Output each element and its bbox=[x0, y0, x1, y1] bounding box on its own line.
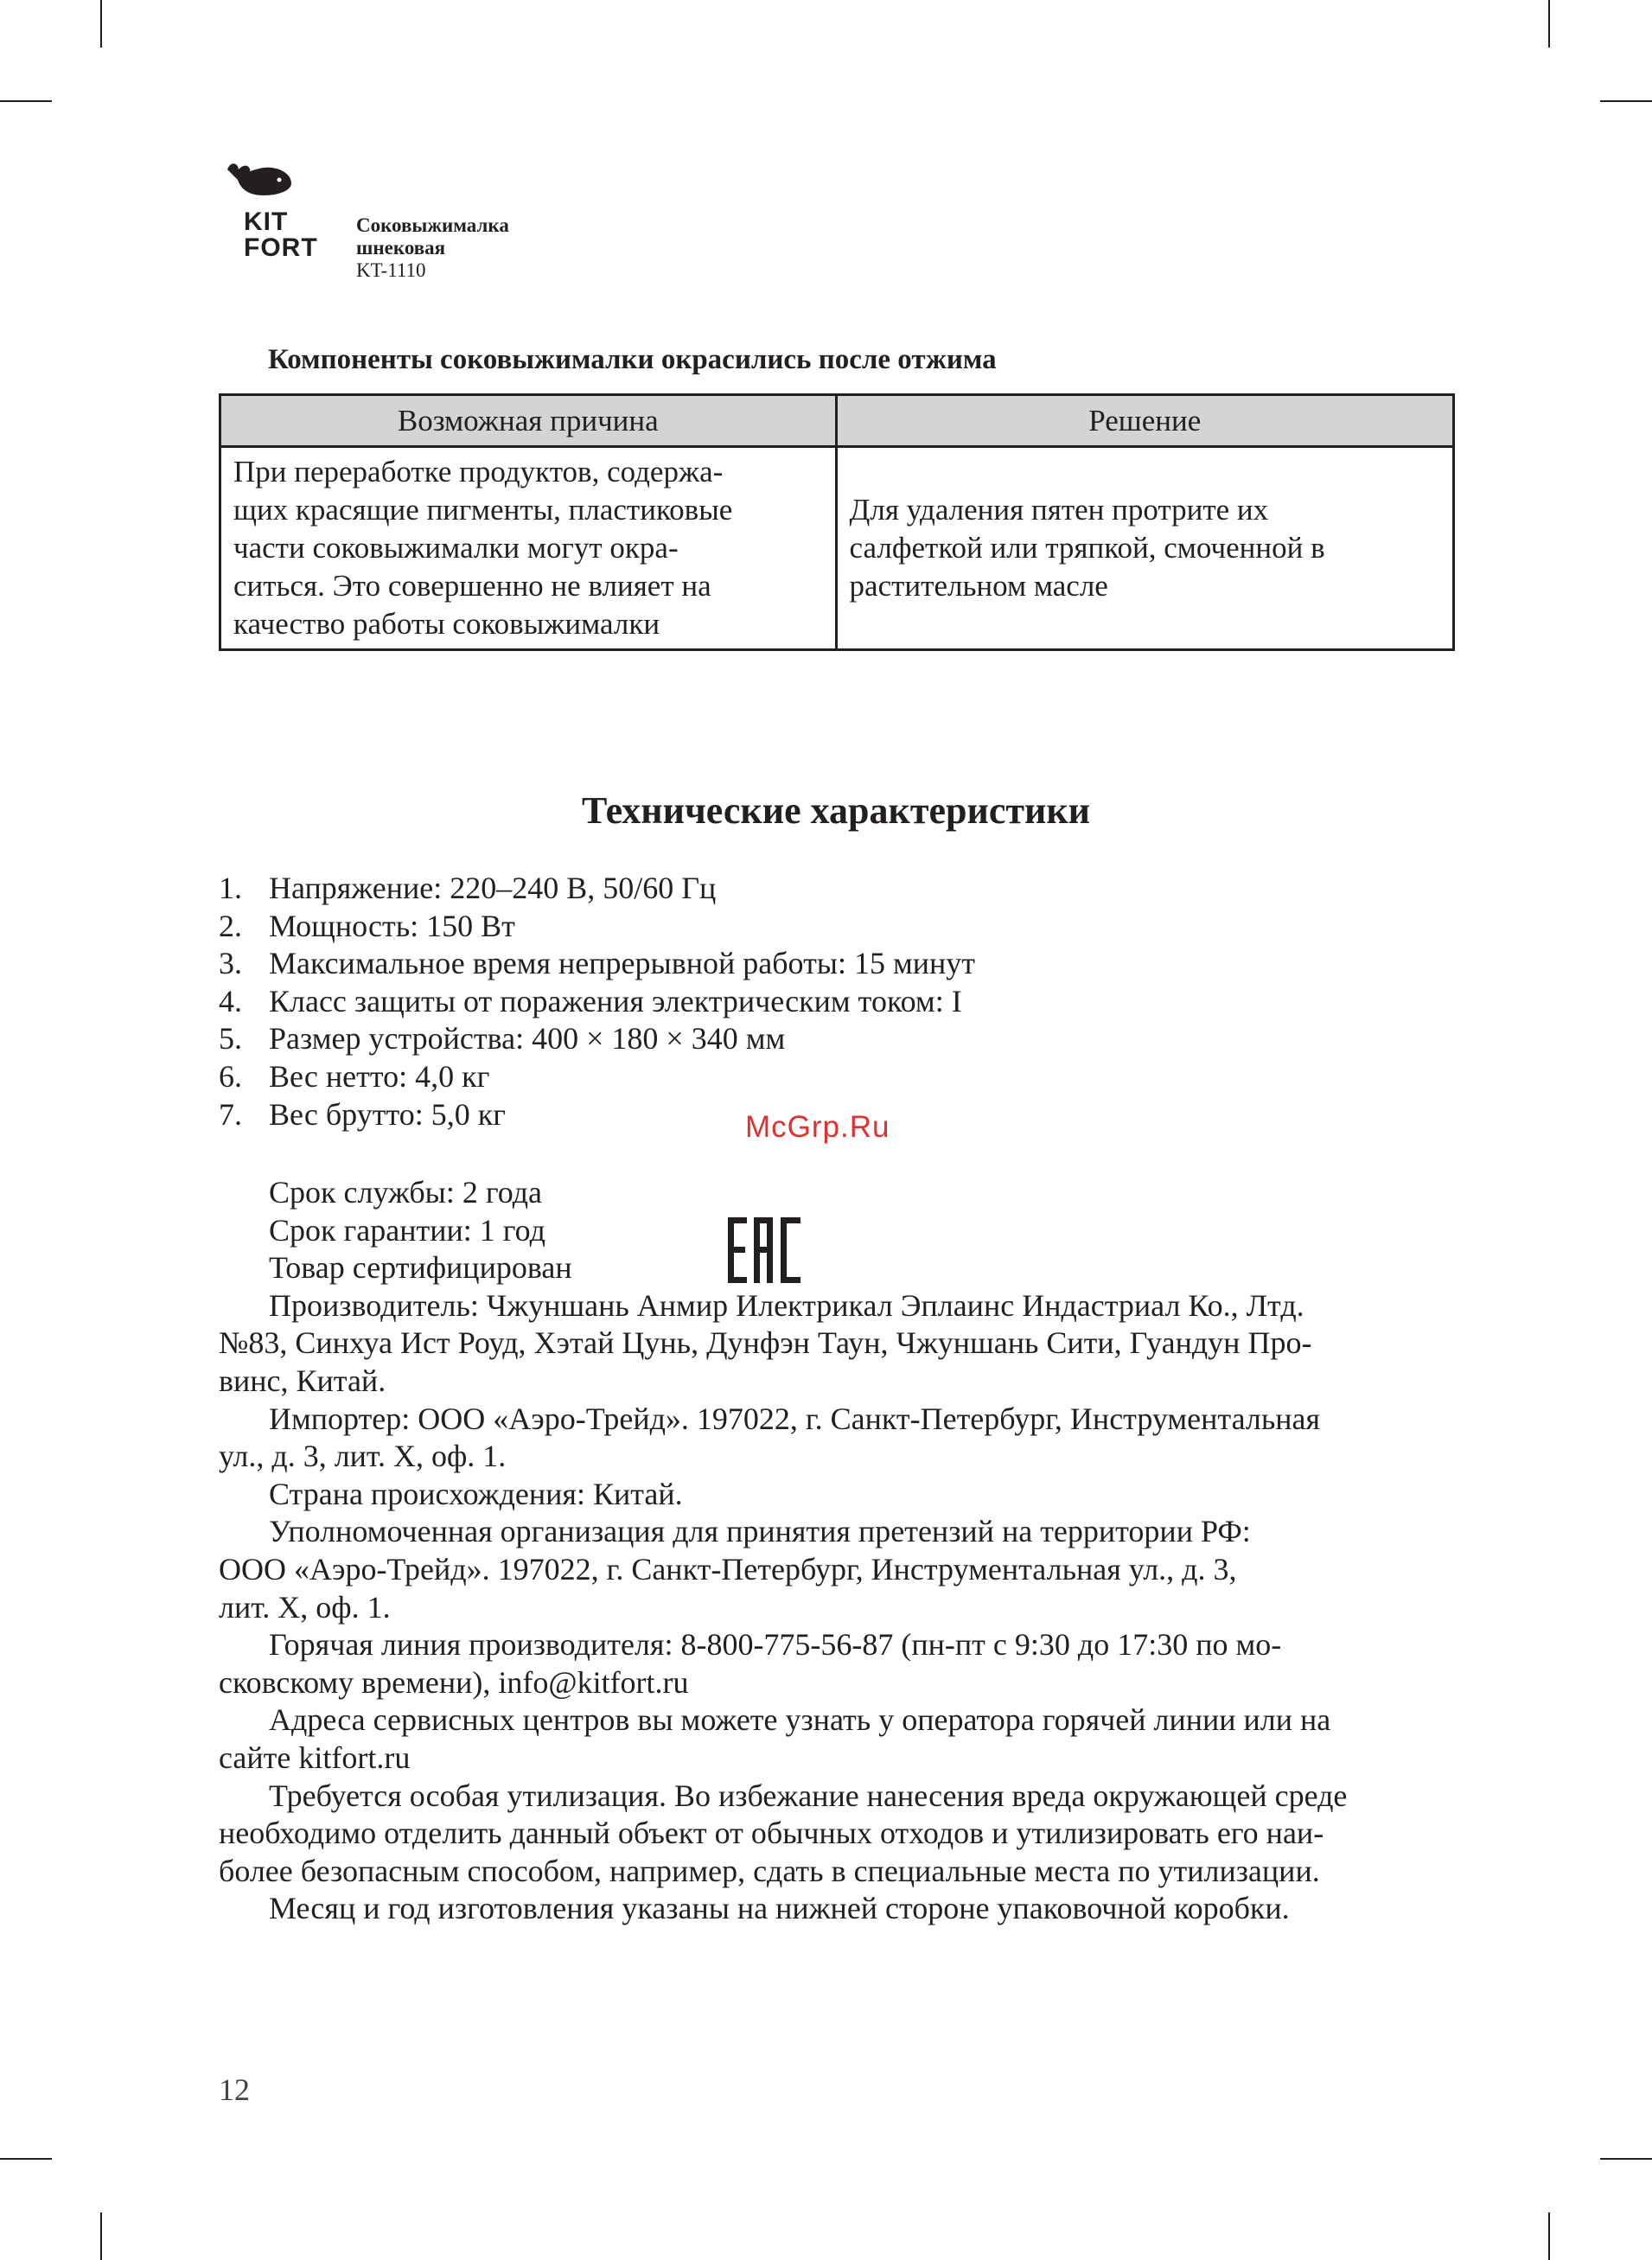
crop-mark bbox=[0, 100, 52, 102]
crop-mark bbox=[1600, 2158, 1652, 2160]
solution-cell: Для удаления пятен протрите их салфеткой или тряпкой, смоченной в растительном масле bbox=[836, 447, 1453, 650]
crop-mark bbox=[100, 0, 102, 48]
crop-mark bbox=[0, 2158, 52, 2160]
origin: Страна происхождения: Китай. bbox=[269, 1476, 683, 1511]
crop-mark bbox=[100, 2212, 102, 2260]
disposal: Требуется особая утилизация. Во избежание нанесения вреда окружающей среде необходимо отделить данный объект от обычных отходов и утилизировать его наи- более безопасным способом, например, сдать в специальные места по утилизации. bbox=[219, 1778, 1348, 1888]
crop-mark bbox=[1600, 100, 1652, 102]
page-number: 12 bbox=[219, 2072, 250, 2107]
hotline: Горячая линия производителя: 8-800-775-56-87 (пн-пт с 9:30 до 17:30 по мо- сковскому времени), info@kitfort.ru bbox=[219, 1627, 1282, 1700]
cause-cell: При переработке продуктов, содержа- щих красящие пигменты, пластиковые части соковыжималки могут окра- ситься. Это совершенно не влияет на качество работы соковыжималки bbox=[220, 447, 837, 650]
list-item: 1. Напряжение: 220–240 В, 50/60 Гц bbox=[219, 871, 717, 905]
info-block bbox=[219, 1174, 1455, 1928]
list-item: 6. Вес нетто: 4,0 кг bbox=[219, 1058, 490, 1094]
crop-mark bbox=[1548, 2212, 1550, 2260]
list-item: 5. Размер устройства: 400 × 180 × 340 мм bbox=[219, 1021, 786, 1057]
list-item: 4. Класс защиты от поражения электрическим током: I bbox=[219, 983, 962, 1018]
troubleshoot-table bbox=[219, 393, 1455, 651]
whale-icon bbox=[227, 163, 291, 195]
eac-mark-icon bbox=[728, 1217, 800, 1283]
list-item: 3. Максимальное время непрерывной работы: 15 минут bbox=[219, 946, 976, 981]
list-item: 7. Вес брутто: 5,0 кг bbox=[219, 1096, 506, 1132]
product-name: Соковыжималка шнековая KT-1110 bbox=[356, 214, 509, 281]
crop-mark bbox=[1548, 0, 1550, 48]
certified: Товар сертифицирован bbox=[269, 1250, 572, 1286]
manufacture-date-note: Месяц и год изготовления указаны на нижней стороне упаковочной коробки. bbox=[269, 1891, 1290, 1926]
column-header-solution: Решение bbox=[836, 395, 1453, 447]
list-item: 2. Мощность: 150 Вт bbox=[219, 908, 515, 943]
watermark: McGrp.Ru bbox=[745, 1110, 890, 1144]
manufacturer: Производитель: Чжуншань Анмир Илектрикал Эплаинс Индастриал Ко., Лтд. №83, Синхуа Ист Роуд, Хэтай Цунь, Дунфэн Таун, Чжуншань Сити, Гуандун Про- винс, Китай. bbox=[219, 1287, 1312, 1398]
authorized-org: Уполномоченная организация для принятия претензий на территории РФ: ООО «Аэро-Трейд». 197022, г. Санкт-Петербург, Инструментальная ул., д. 3, лит. Х, оф. 1. bbox=[219, 1514, 1251, 1625]
specs-list bbox=[219, 870, 975, 1133]
column-header-cause: Возможная причина bbox=[220, 395, 837, 447]
table-title: Компоненты соковыжималки окрасились после отжима bbox=[268, 344, 997, 375]
importer: Импортер: ООО «Аэро-Трейд». 197022, г. Санкт-Петербург, Инструментальная ул., д. 3, лит. Х, оф. 1. bbox=[219, 1401, 1321, 1474]
service-life: Срок службы: 2 года bbox=[269, 1175, 543, 1210]
section-title: Технические характеристики bbox=[581, 789, 1091, 832]
logo-wordmark: KIT FORT bbox=[244, 207, 318, 262]
warranty: Срок гарантии: 1 год bbox=[269, 1212, 545, 1248]
service-centers: Адреса сервисных центров вы можете узнать у оператора горячей линии или на сайте kitfort.ru bbox=[219, 1702, 1331, 1775]
